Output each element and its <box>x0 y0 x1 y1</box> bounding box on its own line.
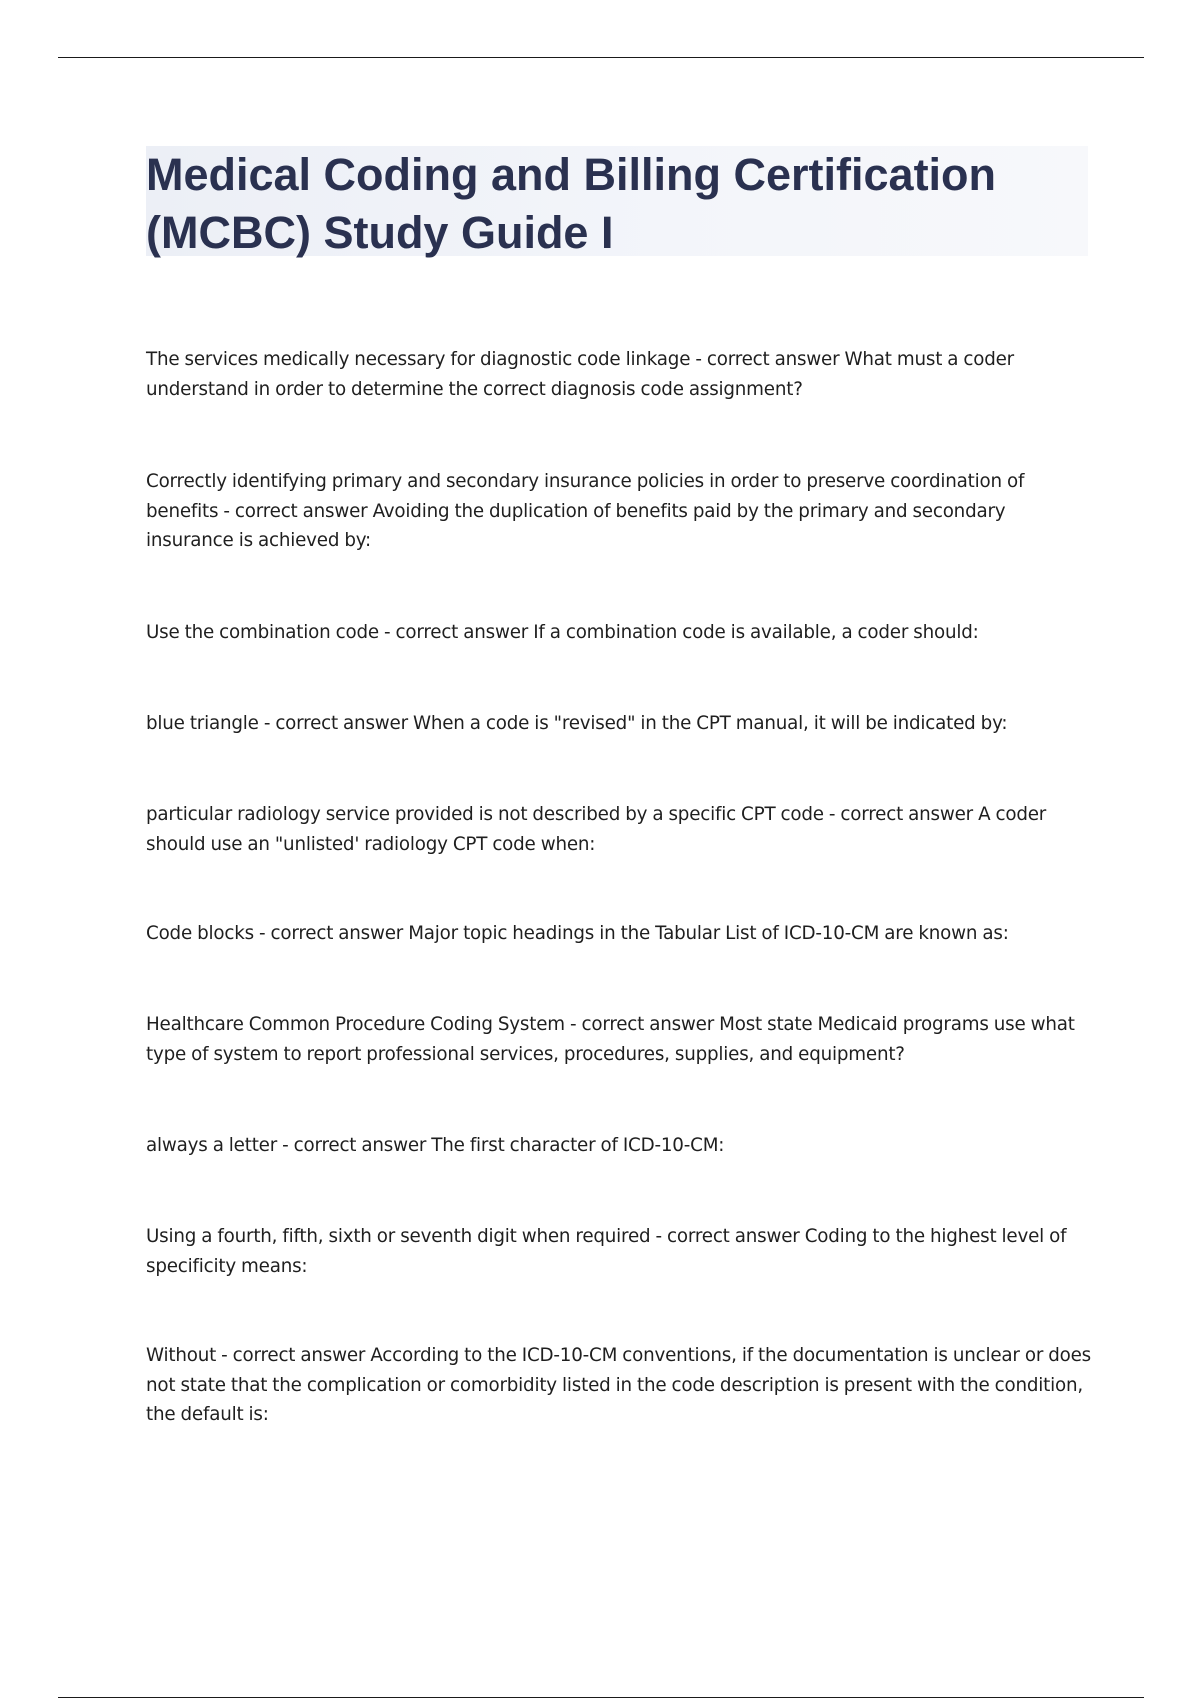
top-rule <box>58 57 1144 58</box>
qa-item: always a letter - correct answer The first character of ICD-10-CM: <box>146 1135 725 1156</box>
qa-item: The services medically necessary for diagnostic code linkage - correct answer What must a coder understand in order to determine the correct diagnosis code assignment? <box>146 349 1014 400</box>
qa-item: Healthcare Common Procedure Coding System - correct answer Most state Medicaid programs use what type of system to report professional services, procedures, supplies, and equipment? <box>146 1014 1075 1065</box>
title-line-1: Medical Coding and Billing Certification <box>146 149 997 200</box>
qa-item: particular radiology service provided is not described by a specific CPT code - correct answer A coder should use an "unlisted' radiology CPT code when: <box>146 804 1047 855</box>
title-banner <box>146 146 1088 256</box>
qa-item: Use the combination code - correct answer If a combination code is available, a coder should: <box>146 622 979 643</box>
bottom-rule <box>58 1697 1144 1698</box>
qa-item: Using a fourth, fifth, sixth or seventh digit when required - correct answer Coding to the highest level of specificity means: <box>146 1226 1067 1277</box>
document-title <box>146 146 1106 262</box>
qa-item: Without - correct answer According to the ICD-10-CM conventions, if the documentation is unclear or does not state that the complication or comorbidity listed in the code description is present with the condition, the default is: <box>146 1345 1092 1425</box>
title-line-2: (MCBC) Study Guide I <box>146 207 614 258</box>
qa-item: blue triangle - correct answer When a code is "revised" in the CPT manual, it will be indicated by: <box>146 713 1008 734</box>
qa-item: Correctly identifying primary and secondary insurance policies in order to preserve coordination of benefits - correct answer Avoiding the duplication of benefits paid by the primary and secondary insurance is achieved by: <box>146 471 1025 551</box>
qa-item: Code blocks - correct answer Major topic headings in the Tabular List of ICD-10-CM are known as: <box>146 923 1009 944</box>
